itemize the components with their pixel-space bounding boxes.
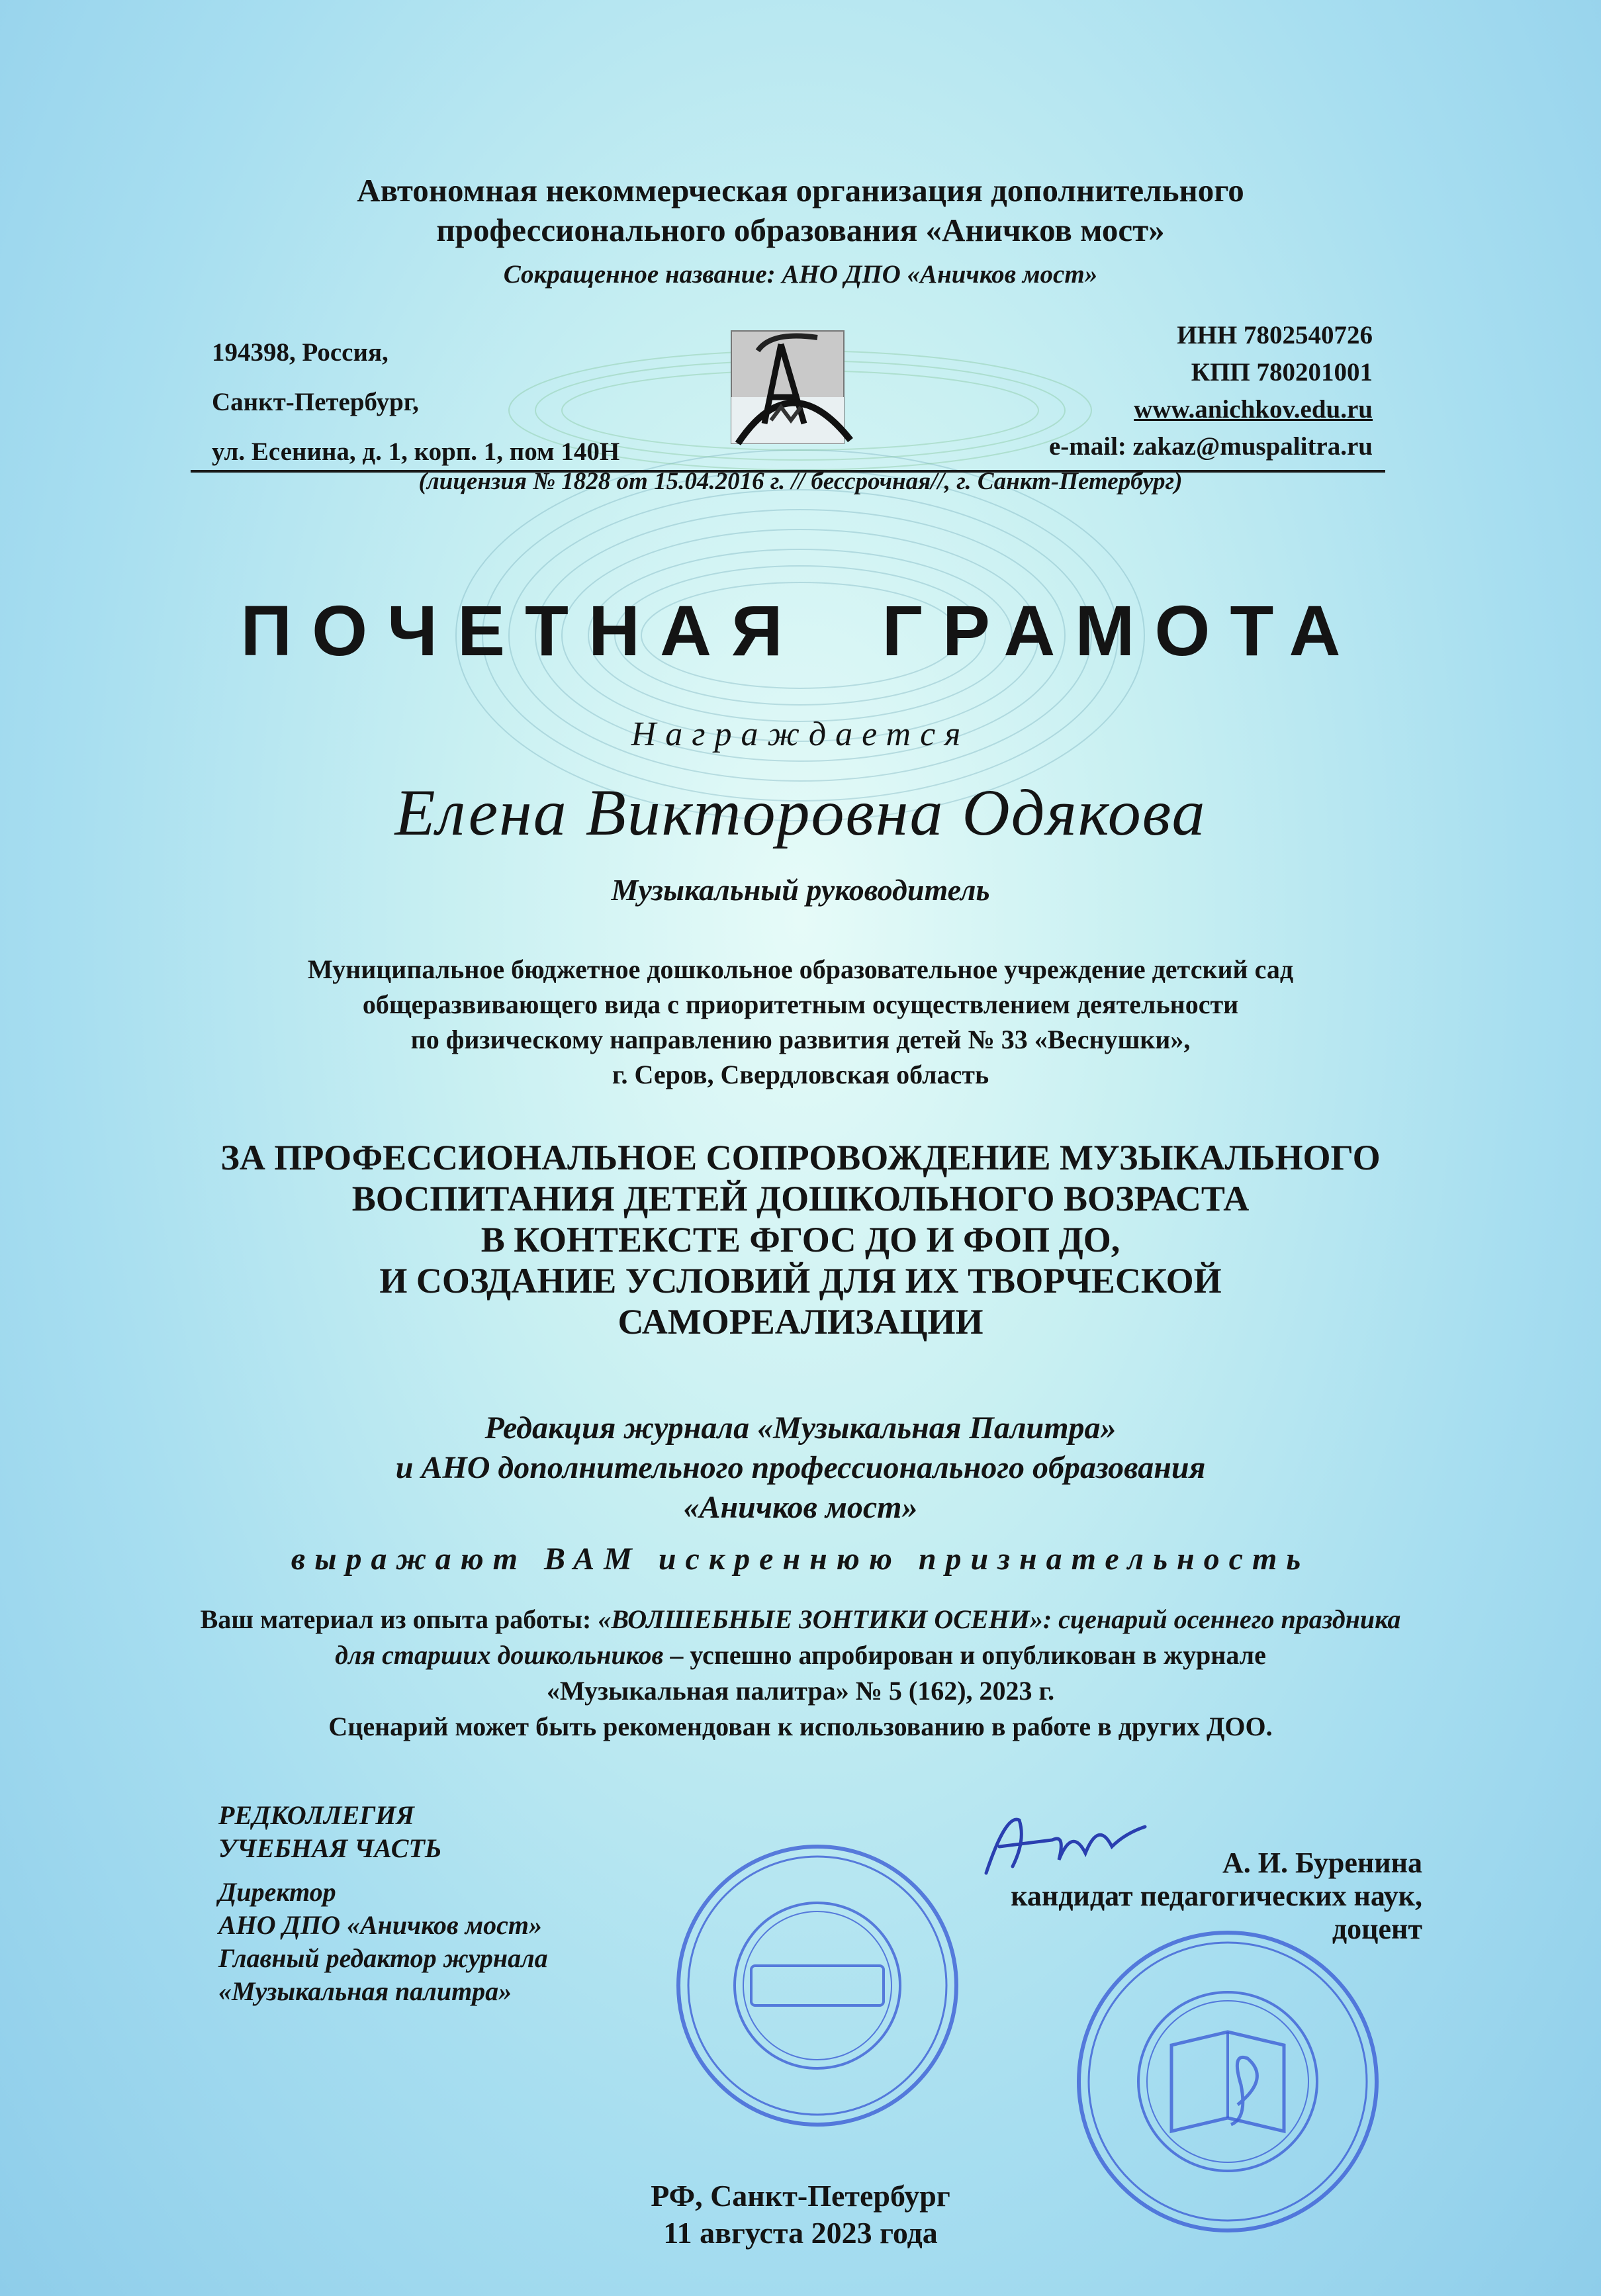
editorial-line: Редакция журнала «Музыкальная Палитра» [484, 1410, 1117, 1446]
reason-line: ЗА ПРОФЕССИОНАЛЬНОЕ СОПРОВОЖДЕНИЕ МУЗЫКАЛЬНОГО [220, 1138, 1381, 1177]
institution [0, 952, 1601, 1092]
material-line2 [0, 1637, 1601, 1673]
issue-date: 11 августа 2023 года [663, 2216, 938, 2250]
handwritten-signature [973, 1800, 1158, 1886]
material-line3: «Музыкальная палитра» № 5 (162), 2023 г. [546, 1676, 1055, 1706]
address-line2: Санкт-Петербург, [212, 388, 419, 416]
signatory-line: Главный редактор журнала [218, 1943, 548, 1973]
footer [0, 2178, 1601, 2252]
organization-name-line1: Автономная некоммерческая организация дополнительного [357, 172, 1244, 208]
email: e-mail: zakaz@muspalitra.ru [1048, 432, 1373, 461]
certificate-title: ПОЧЕТНАЯ ГРАМОТА [240, 590, 1361, 670]
material-description [0, 1602, 1601, 1745]
issue-place: РФ, Санкт-Петербург [651, 2179, 950, 2213]
material-line4: Сценарий может быть рекомендован к использованию в работе в других ДОО. [328, 1712, 1273, 1741]
signatory-rank: доцент [1332, 1913, 1422, 1945]
reason-line: САМОРЕАЛИЗАЦИИ [618, 1302, 983, 1342]
address-line3: ул. Есенина, д. 1, корп. 1, пом 140Н [212, 437, 620, 466]
signatory-line: АНО ДПО «Аничков мост» [218, 1910, 543, 1940]
signatory-left [218, 1799, 548, 2008]
inn: ИНН 7802540726 [1177, 321, 1373, 349]
reason-line: ВОСПИТАНИЯ ДЕТЕЙ ДОШКОЛЬНОГО ВОЗРАСТА [351, 1179, 1250, 1218]
awarded-label: Награждается [631, 715, 970, 753]
signatory-degree: кандидат педагогических наук, [1011, 1880, 1422, 1912]
editorial-line: «Аничков мост» [683, 1490, 918, 1525]
material-line1 [0, 1602, 1601, 1637]
signatory-line: Директор [218, 1877, 336, 1907]
organization-stamp [672, 1840, 963, 2131]
editorial-line: и АНО дополнительного профессионального образования [395, 1450, 1206, 1485]
institution-line: по физическому направлению развития детей № 33 «Веснушки», [410, 1025, 1191, 1054]
signatory-line: УЧЕБНАЯ ЧАСТЬ [218, 1833, 442, 1863]
address-line1: 194398, Россия, [212, 338, 389, 367]
anichkov-most-logo [718, 324, 864, 457]
award-reason [0, 1137, 1601, 1342]
editorial-board [0, 1408, 1601, 1528]
signatory-name: А. И. Буренина [1222, 1847, 1422, 1879]
organization-name-line2: профессионального образования «Аничков мост» [436, 212, 1165, 248]
website-link[interactable]: www.anichkov.edu.ru [1134, 395, 1373, 424]
kpp: КПП 780201001 [1191, 358, 1373, 387]
license-text: (лицензия № 1828 от 15.04.2016 г. // бессрочная//, г. Санкт-Петербург) [418, 468, 1183, 495]
institution-line: Муниципальное бюджетное дошкольное образовательное учреждение детский сад [307, 954, 1294, 984]
recipient-name: Елена Викторовна Одякова [394, 776, 1207, 849]
material-title: «ВОЛШЕБНЫЕ ЗОНТИКИ ОСЕНИ»: сценарий осеннего праздника [598, 1604, 1401, 1634]
recipient-position: Музыкальный руководитель [611, 873, 990, 907]
short-name: Сокращенное название: АНО ДПО «Аничков мост» [503, 260, 1098, 289]
gratitude-text: выражают ВАМ искреннюю признательность [291, 1541, 1310, 1577]
reason-line: И СОЗДАНИЕ УСЛОВИЙ ДЛЯ ИХ ТВОРЧЕСКОЙ [379, 1261, 1222, 1301]
institution-line: общеразвивающего вида с приоритетным осуществлением деятельности [362, 989, 1239, 1019]
signatory-line: «Музыкальная палитра» [218, 1976, 512, 2006]
signatory-line: РЕДКОЛЛЕГИЯ [218, 1800, 414, 1830]
material-status: – успешно апробирован и опубликован в журнале [663, 1640, 1266, 1670]
organization-name [0, 171, 1601, 250]
material-audience: для старших дошкольников [335, 1640, 664, 1670]
material-prefix: Ваш материал из опыта работы: [200, 1604, 598, 1634]
reason-line: В КОНТЕКСТЕ ФГОС ДО И ФОП ДО, [480, 1220, 1121, 1260]
institution-line: г. Серов, Свердловская область [612, 1060, 989, 1089]
